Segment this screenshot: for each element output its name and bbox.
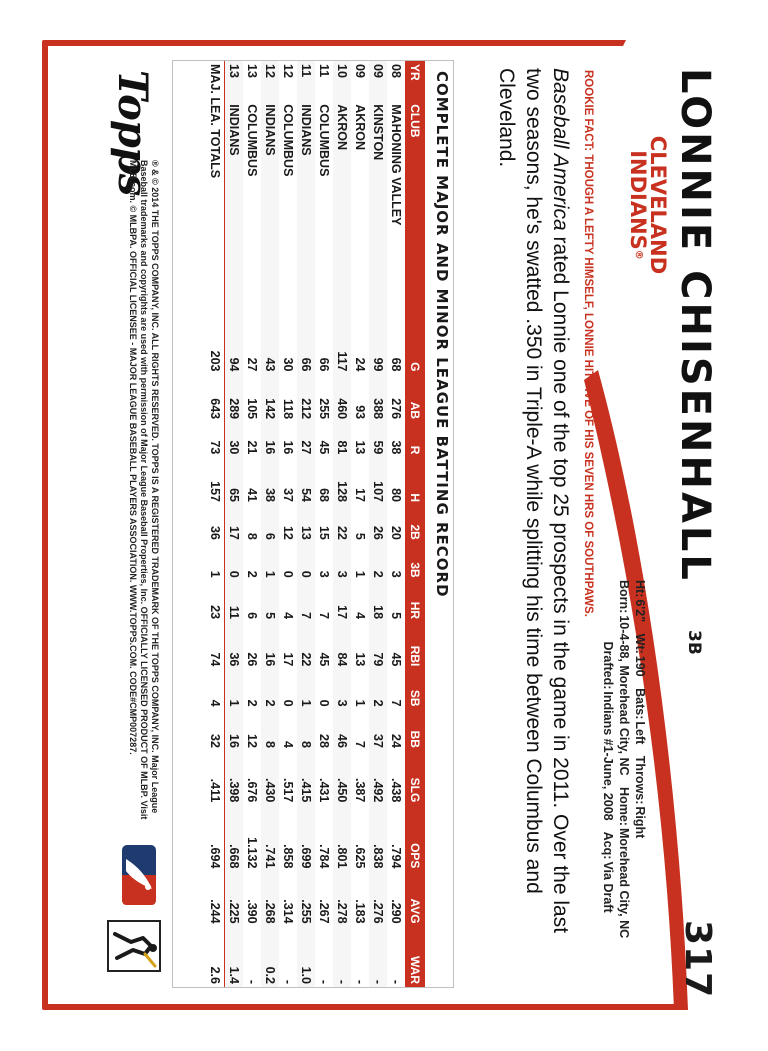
table-cell: 13 — [353, 652, 367, 667]
table-cell: 26 — [369, 505, 387, 543]
table-cell: 43 — [261, 327, 279, 375]
mlbpa-logo-icon — [107, 920, 161, 972]
totals-cell: 32 — [206, 710, 225, 751]
table-cell: 117 — [333, 327, 351, 375]
team-city: CLEVELAND — [646, 135, 670, 275]
table-cell: 2 — [245, 699, 259, 707]
table-cell: 13 — [245, 64, 259, 78]
table-cell: - — [353, 979, 367, 984]
table-row — [387, 61, 405, 987]
table-cell: 28 — [317, 734, 331, 748]
table-cell: 84 — [333, 622, 351, 669]
table-header-3b: 3B — [405, 543, 425, 581]
table-cell: .278 — [333, 871, 351, 926]
table-cell: 8 — [297, 710, 315, 751]
table-cell: 66 — [317, 357, 331, 372]
table-cell: 93 — [353, 405, 367, 420]
totals-row — [206, 61, 225, 987]
table-cell: .430 — [261, 751, 279, 805]
table-cell: 65 — [225, 457, 244, 505]
table-cell: - — [245, 979, 259, 984]
totals-cell: .411 — [206, 751, 225, 805]
table-cell: .668 — [225, 805, 244, 871]
table-cell: .255 — [297, 871, 315, 926]
table-cell: 1 — [261, 543, 279, 581]
table-cell: 6 — [245, 612, 259, 620]
table-cell: .387 — [353, 777, 367, 803]
table-cell: 3 — [333, 543, 351, 581]
table-cell: 1 — [297, 669, 315, 709]
table-row — [243, 61, 261, 987]
table-cell: 30 — [281, 357, 295, 372]
table-cell: 7 — [389, 699, 403, 707]
totals-cell: 157 — [206, 457, 225, 505]
table-cell: 21 — [245, 440, 259, 455]
table-header-ab: AB — [405, 375, 425, 423]
acq-value: Via Draft — [601, 861, 615, 913]
table-cell: .267 — [317, 899, 331, 924]
table-cell: 22 — [333, 505, 351, 543]
table-row — [225, 61, 244, 987]
table-cell: .858 — [281, 844, 295, 869]
table-cell: COLUMBUS — [245, 104, 259, 177]
born-label: Born: — [617, 580, 631, 614]
table-cell: AKRON — [353, 104, 367, 151]
totals-label: MAJ. LEA. TOTALS — [206, 61, 225, 327]
table-cell: 08 — [389, 64, 403, 78]
totals-cell: 203 — [206, 327, 225, 375]
bats-label: Bats: — [633, 688, 647, 720]
table-cell: 2 — [245, 570, 259, 578]
blurb-publication: Baseball America — [549, 68, 572, 231]
born-value: 10-4-88, Morehead City, NC — [617, 615, 631, 776]
table-cell: 3 — [333, 669, 351, 709]
table-cell: KINSTON — [369, 101, 387, 327]
table-cell: 5 — [353, 532, 367, 540]
table-cell: 12 — [281, 64, 295, 78]
table-cell: .314 — [281, 899, 295, 924]
table-cell: 8 — [245, 532, 259, 540]
table-cell: 5 — [261, 581, 279, 622]
table-cell: COLUMBUS — [281, 104, 295, 177]
table-cell: 38 — [389, 440, 403, 455]
table-cell: 54 — [297, 457, 315, 505]
table-cell: 6 — [261, 505, 279, 543]
table-cell: - — [317, 979, 331, 984]
blurb-text: rated Lonnie one of the top 25 prospects in the game in 2011. Over the last two seasons, he's swatted .350 in Triple-A while splitting his time between Columbus and Cleveland. — [495, 68, 572, 934]
table-header-slg: SLG — [405, 751, 425, 805]
registered-mark: ® — [633, 249, 644, 260]
table-cell: 66 — [297, 327, 315, 375]
table-cell: 3 — [389, 570, 403, 578]
table-cell: 276 — [389, 398, 403, 420]
table-cell: 212 — [297, 375, 315, 423]
table-cell: .741 — [261, 805, 279, 871]
table-cell: 1 — [225, 669, 244, 709]
table-header-war: WAR — [405, 927, 425, 987]
table-cell: 4 — [281, 612, 295, 620]
table-cell: .398 — [225, 751, 244, 805]
table-cell: 0 — [317, 699, 331, 707]
totals-cell: 23 — [206, 581, 225, 622]
table-cell: 12 — [261, 61, 279, 101]
table-cell: .517 — [281, 777, 295, 803]
table-cell: 26 — [245, 652, 259, 667]
totals-cell: 643 — [206, 375, 225, 423]
table-cell: MAHONING VALLEY — [389, 104, 403, 226]
table-cell: .183 — [353, 899, 367, 924]
table-cell: 255 — [317, 398, 331, 420]
table-cell: 4 — [281, 740, 295, 748]
table-cell: 0 — [225, 543, 244, 581]
table-header-bb: BB — [405, 710, 425, 751]
table-cell: 1 — [353, 570, 367, 578]
table-cell: 17 — [333, 581, 351, 622]
table-cell: 17 — [353, 488, 367, 502]
table-cell: 2 — [369, 543, 387, 581]
table-cell: - — [369, 927, 387, 987]
table-cell: AKRON — [333, 101, 351, 327]
table-cell: 128 — [333, 457, 351, 505]
table-cell: .676 — [245, 777, 259, 803]
table-cell: 45 — [317, 440, 331, 455]
table-cell: 10 — [333, 61, 351, 101]
player-position: 3B — [684, 630, 704, 655]
home-value: Morehead City, NC — [617, 827, 631, 939]
table-cell: 24 — [389, 734, 403, 748]
table-cell: 12 — [245, 734, 259, 748]
table-cell: - — [333, 927, 351, 987]
table-cell: - — [281, 979, 295, 984]
table-row — [279, 61, 297, 987]
table-row — [369, 61, 387, 987]
table-header-r: R — [405, 422, 425, 457]
player-blurb — [493, 68, 574, 968]
bio-row-2 — [616, 580, 632, 1000]
throws-value: Right — [633, 806, 647, 839]
ht-label: Ht: — [633, 580, 647, 598]
table-cell: 1.0 — [297, 927, 315, 987]
drafted-value: Indians #1-June, 2008 — [601, 691, 615, 821]
table-cell: 27 — [297, 422, 315, 457]
table-cell: 68 — [389, 357, 403, 372]
table-cell: 30 — [225, 422, 244, 457]
table-cell: 1.4 — [225, 927, 244, 987]
table-cell: .801 — [333, 805, 351, 871]
table-cell: 0 — [297, 543, 315, 581]
card-number: 317 — [677, 920, 718, 999]
table-header-club: CLUB — [405, 101, 425, 327]
bats-value: Left — [633, 721, 647, 745]
table-cell: - — [389, 979, 403, 984]
table-cell: .390 — [245, 899, 259, 924]
table-header-hr: HR — [405, 581, 425, 622]
table-cell: 2 — [261, 669, 279, 709]
table-cell: 17 — [281, 652, 295, 667]
table-cell: 142 — [261, 375, 279, 423]
table-cell: 09 — [369, 61, 387, 101]
table-cell: 1.132 — [245, 837, 259, 869]
table-cell: .438 — [389, 777, 403, 803]
table-cell: .290 — [389, 899, 403, 924]
table-cell: .268 — [261, 871, 279, 926]
home-label: Home: — [617, 787, 631, 826]
player-bio — [600, 580, 648, 1000]
table-cell: 27 — [245, 357, 259, 372]
table-cell: .225 — [225, 871, 244, 926]
table-cell: 38 — [261, 457, 279, 505]
table-cell: 388 — [369, 375, 387, 423]
table-cell: 2 — [369, 669, 387, 709]
table-cell: 5 — [389, 612, 403, 620]
table-cell: 36 — [225, 622, 244, 669]
table-header-row — [405, 61, 425, 987]
table-cell: .415 — [297, 751, 315, 805]
table-cell: 0.2 — [261, 927, 279, 987]
table-cell: .492 — [369, 751, 387, 805]
table-cell: 460 — [333, 375, 351, 423]
table-cell: .699 — [297, 805, 315, 871]
table-cell: 16 — [281, 440, 295, 455]
table-cell: 1 — [353, 699, 367, 707]
card-back — [42, 40, 726, 1010]
table-cell: 7 — [317, 612, 331, 620]
table-row — [297, 61, 315, 987]
table-cell: 41 — [245, 488, 259, 502]
table-cell: 15 — [317, 525, 331, 540]
table-cell: 59 — [369, 422, 387, 457]
table-cell: 81 — [333, 422, 351, 457]
totals-cell: 1 — [206, 543, 225, 581]
table-header-2b: 2B — [405, 505, 425, 543]
table-cell: 11 — [317, 64, 331, 78]
table-cell: 7 — [353, 740, 367, 748]
table-cell: 16 — [261, 422, 279, 457]
table-cell: 11 — [297, 61, 315, 101]
table-cell: 80 — [389, 488, 403, 502]
totals-cell: 74 — [206, 622, 225, 669]
totals-cell: 73 — [206, 422, 225, 457]
table-cell: 37 — [281, 488, 295, 502]
stats-box — [172, 60, 454, 988]
table-header-yr: YR — [405, 61, 425, 101]
table-cell: 118 — [281, 398, 295, 420]
wt-value: 190 — [633, 655, 647, 677]
table-cell: 16 — [225, 710, 244, 751]
table-cell: .784 — [317, 844, 331, 869]
legal-text: ® & © 2014 THE TOPPS COMPANY, INC. ALL RIGHTS RESERVED. TOPPS IS A REGISTERED TRADEMARK OF THE TOPPS COMPANY, INC. Major League Baseball trademarks and copyrights are used with permission of Major League Baseball Properties, Inc. OFFICIALLY LICENSED PRODUCT OF MLBP. Visit MLB.com. © MLBPA. OFFICIAL LICENSEE - MAJOR LEAGUE BASEBALL PLAYERS ASSOCIATION. WWW.TOPPS.COM. CODE#CMP007287. — [128, 160, 160, 820]
table-cell: 24 — [353, 357, 367, 372]
totals-cell: .244 — [206, 871, 225, 926]
wt-label: Wt: — [633, 633, 647, 654]
table-cell: 8 — [261, 710, 279, 751]
table-cell: 4 — [353, 612, 367, 620]
table-cell: COLUMBUS — [317, 104, 331, 177]
table-header-h: H — [405, 457, 425, 505]
table-header-g: G — [405, 327, 425, 375]
table-cell: 13 — [297, 505, 315, 543]
throws-label: Throws: — [633, 755, 647, 805]
table-cell: 20 — [389, 525, 403, 540]
team-nickname: INDIANS — [626, 150, 650, 250]
table-cell: 99 — [369, 327, 387, 375]
table-cell: 09 — [353, 64, 367, 78]
table-cell: .625 — [353, 844, 367, 869]
table-cell: 17 — [225, 505, 244, 543]
table-row — [351, 61, 369, 987]
table-cell: .431 — [317, 777, 331, 803]
acq-label: Acq: — [601, 831, 615, 860]
drafted-label: Drafted: — [601, 641, 615, 690]
table-cell: 0 — [281, 570, 295, 578]
table-cell: 22 — [297, 622, 315, 669]
table-cell: 13 — [225, 61, 244, 101]
table-cell: .794 — [389, 844, 403, 869]
totals-cell: .694 — [206, 805, 225, 871]
table-cell: 68 — [317, 488, 331, 502]
table-header-ops: OPS — [405, 805, 425, 871]
table-header-rbi: RBI — [405, 622, 425, 669]
table-cell: 105 — [245, 398, 259, 420]
table-header-sb: SB — [405, 669, 425, 709]
mlb-logo-icon — [122, 845, 156, 905]
table-cell: 13 — [353, 440, 367, 455]
table-header-avg: AVG — [405, 871, 425, 926]
table-cell: .276 — [369, 871, 387, 926]
player-name: LONNIE CHISENHALL — [672, 68, 718, 583]
ht-value: 6'2" — [633, 599, 647, 623]
totals-cell: 4 — [206, 669, 225, 709]
team-name — [628, 110, 668, 300]
table-cell: 79 — [369, 622, 387, 669]
rookie-fact: ROOKIE FACT: THOUGH A LEFTY HIMSELF, LONNIE HIT FIVE OF HIS SEVEN HRS OF SOUTHPAWS. — [582, 70, 594, 617]
table-cell: 45 — [389, 652, 403, 667]
totals-cell: 2.6 — [206, 927, 225, 987]
table-cell: 11 — [225, 581, 244, 622]
table-cell: 37 — [369, 710, 387, 751]
table-cell: 289 — [225, 375, 244, 423]
table-cell: 46 — [333, 710, 351, 751]
table-cell: INDIANS — [297, 101, 315, 327]
table-cell: 0 — [281, 699, 295, 707]
bio-row-1 — [632, 580, 648, 1000]
table-cell: INDIANS — [225, 101, 244, 327]
table-cell: 18 — [369, 581, 387, 622]
bio-row-3 — [600, 580, 616, 1000]
table-cell: 3 — [317, 570, 331, 578]
batting-record-table — [206, 61, 425, 987]
table-cell: .450 — [333, 751, 351, 805]
table-cell: 107 — [369, 457, 387, 505]
table-cell: .838 — [369, 805, 387, 871]
table-cell: 16 — [261, 622, 279, 669]
totals-cell: 36 — [206, 505, 225, 543]
topps-logo: Topps — [109, 70, 156, 196]
table-cell: 7 — [297, 581, 315, 622]
table-cell: 12 — [281, 525, 295, 540]
table-row — [333, 61, 351, 987]
stats-title: COMPLETE MAJOR AND MINOR LEAGUE BATTING RECORD — [433, 71, 451, 598]
table-cell: 45 — [317, 652, 331, 667]
table-cell: INDIANS — [261, 101, 279, 327]
table-row — [261, 61, 279, 987]
table-cell: 94 — [225, 327, 244, 375]
table-row — [315, 61, 333, 987]
